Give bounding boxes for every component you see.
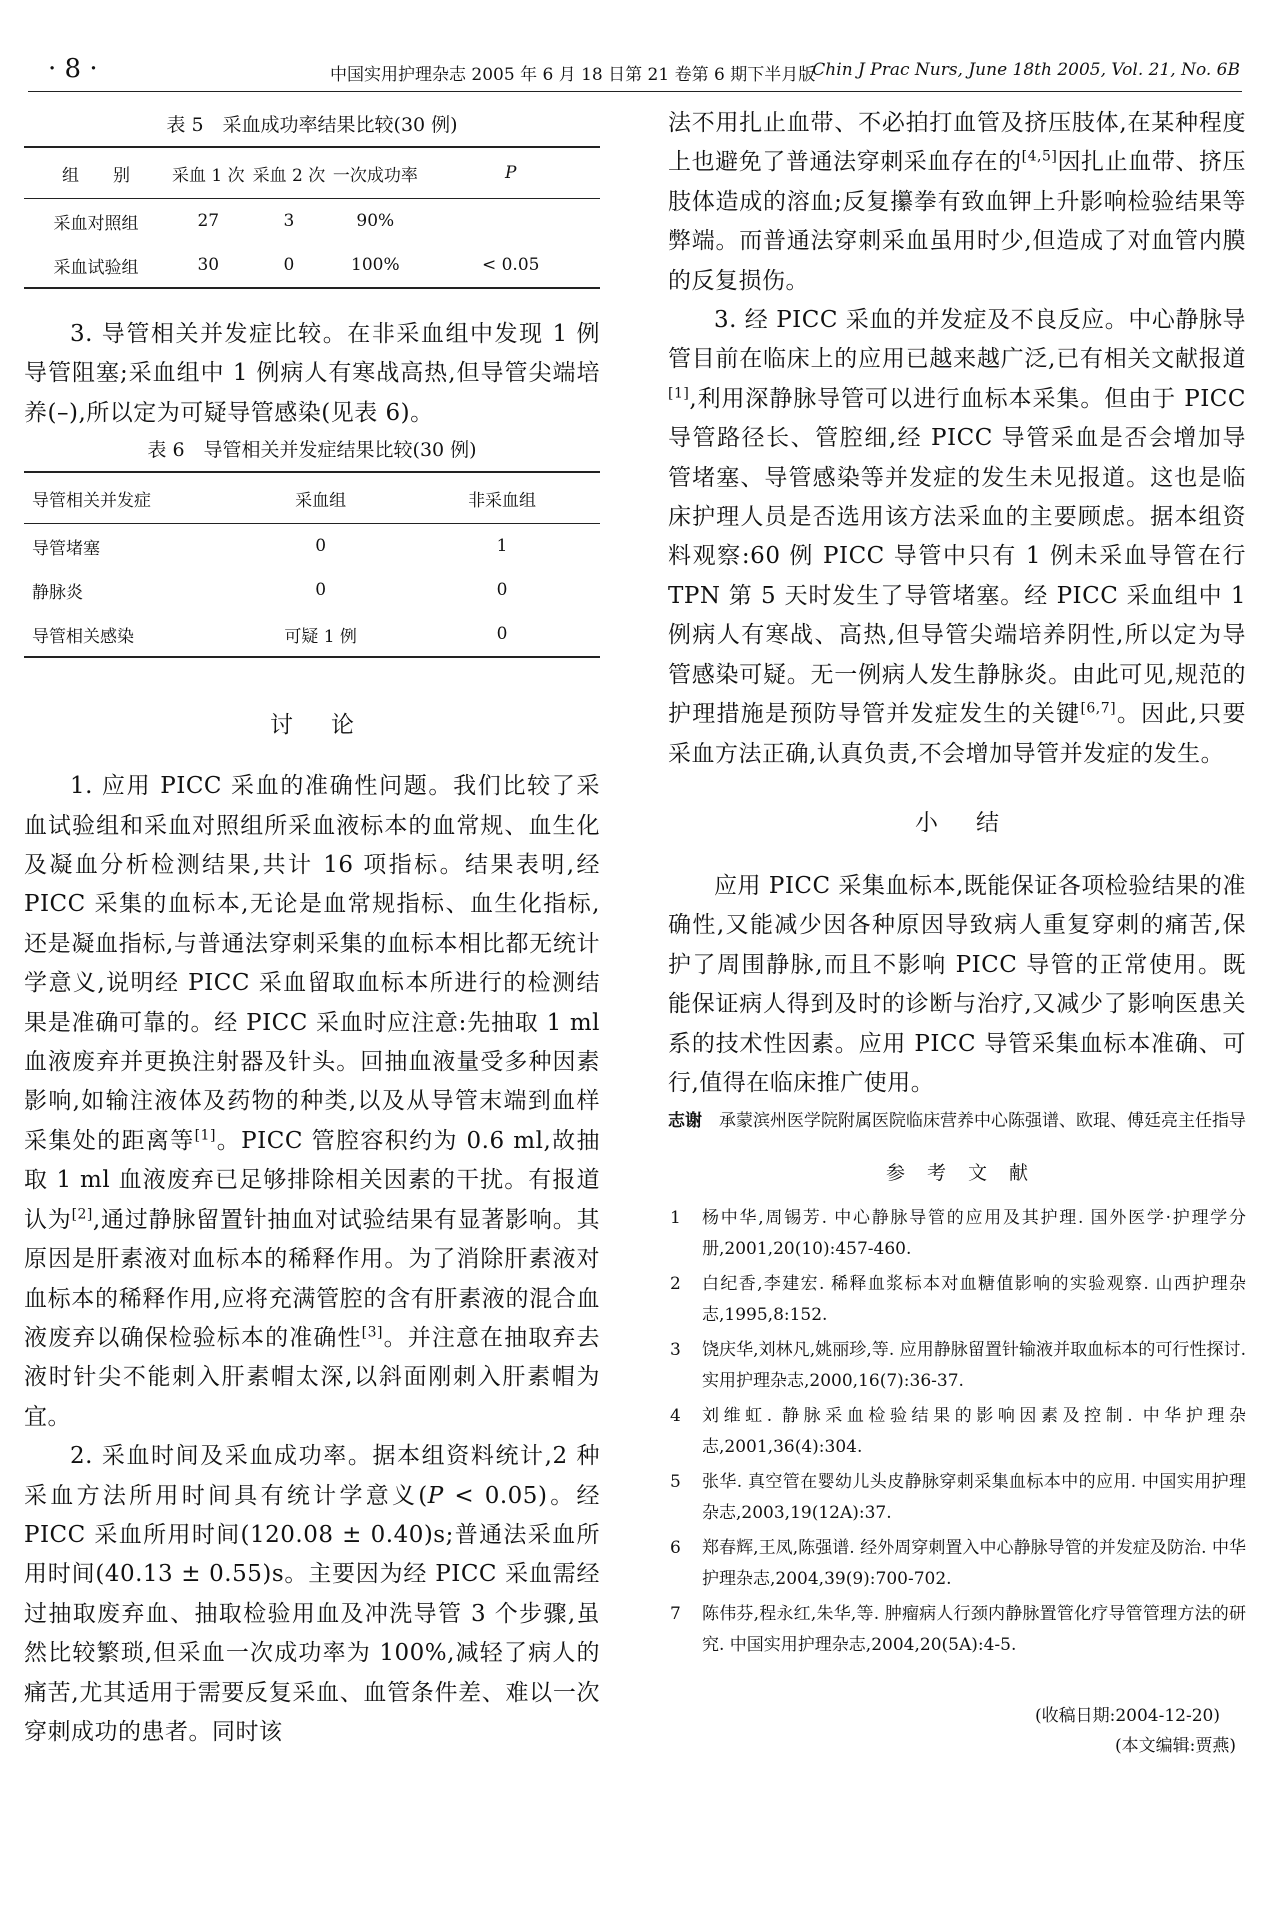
- table-cell: 采血试验组: [24, 243, 168, 288]
- table5-header-twice: 采血 2 次: [249, 147, 330, 199]
- citation: [4,5]: [1021, 148, 1058, 165]
- table-cell: 0: [315, 536, 327, 557]
- table-cell: 0: [315, 580, 327, 601]
- acknowledgement-text: 承蒙滨州医学院附属医院临床营养中心陈强谱、欧琨、傅廷亮主任指导: [702, 1111, 1246, 1132]
- table-cell: 0: [404, 612, 600, 657]
- table5-header-p: P: [421, 147, 600, 199]
- table-cell: 导管相关感染: [24, 612, 237, 657]
- table-cell: < 0.05: [421, 243, 600, 288]
- table-cell: 3: [283, 211, 295, 231]
- table-cell: 30: [168, 243, 249, 288]
- citation: [1]: [194, 1127, 216, 1144]
- reference-item: 5 张华. 真空管在婴幼儿头皮静脉穿刺采集血标本中的应用. 中国实用护理杂志,2003,19(12A):37.: [670, 1472, 1246, 1524]
- summary-heading: 小结: [915, 809, 1037, 836]
- discussion-paragraph-1: 1. 应用 PICC 采血的准确性问题。我们比较了采血试验组和采血对照组所采血液标本的血常规、血生化及凝血分析检测结果,共计 16 项指标。结果表明,经 PICC 采集的血标本,无论是血常规指标、血生化指标,还是凝血指标,与普通法穿刺采集的血标本相比都无统计学意义,说明经 PICC 采血留取血标本所进行的检测结果是准确可靠的。经 PICC 采血时应注意:先抽取 1 ml 血液废弃并更换注射器及针头。回抽血液量受多种因素影响,如输注液体及药物的种类,以及从导管末端到血样采集处的距离等[1]。PICC 管腔容积约为 0.6 ml,故抽取 1 ml 血液废弃已足够排除相关因素的干扰。有报道认为[2],通过静脉留置针抽血对试验结果有显著影响。其原因是肝素液对血标本的稀释作用。为了消除肝素液对血标本的稀释作用,应将充满管腔的含有肝素液的混合血液废弃以确保检验标本的准确性[3]。并注意在抽取弃去液时针尖不能刺入肝素帽太深,以斜面刚刺入肝素帽为宜。: [24, 773, 601, 1430]
- running-header: [30, 52, 1240, 92]
- table6-header-sampling: 采血组: [237, 472, 404, 524]
- complication-paragraph: 3. 导管相关并发症比较。在非采血组中发现 1 例导管阻塞;采血组中 1 例病人有寒战高热,但导管尖端培养(–),所以定为可疑导管感染(见表 6)。: [24, 321, 600, 426]
- page-number: · 8 ·: [48, 54, 98, 84]
- table-row: [24, 612, 600, 657]
- table5-caption: 表 5 采血成功率结果比较(30 例): [166, 114, 458, 136]
- summary-paragraph: 应用 PICC 采集血标本,既能保证各项检验结果的准确性,又能减少因各种原因导致病人重复穿刺的痛苦,保护了周围静脉,而且不影响 PICC 导管的正常使用。既能保证病人得到及时的诊断与治疗,又减少了影响医患关系的技术性因素。应用 PICC 导管采集血标本准确、可行,值得在临床推广使用。: [668, 872, 1246, 1096]
- citation: [3]: [361, 1324, 383, 1341]
- reference-item: 1 杨中华,周锡芳. 中心静脉导管的应用及其护理. 国外医学·护理学分册,2001,20(10):457-460.: [670, 1208, 1246, 1260]
- references-heading: 参考文献: [885, 1162, 1050, 1185]
- table-cell: 采血对照组: [53, 213, 139, 234]
- table-row: [24, 524, 600, 569]
- acknowledgement-label: 志谢: [668, 1111, 702, 1132]
- table5-header-once: 采血 1 次: [168, 147, 249, 199]
- discussion-paragraph-2-continued: 法不用扎止血带、不必拍打血管及挤压肢体,在某种程度上也避免了普通法穿刺采血存在的[4,5]因扎止血带、挤压肢体造成的溶血;反复攥拳有致血钾上升影响检验结果等弊端。而普通法穿刺采血虽用时少,但造成了对血管内膜的反复损伤。: [668, 110, 1246, 294]
- table6-caption: 表 6 导管相关并发症结果比较(30 例): [147, 439, 477, 462]
- acknowledgement: [668, 1107, 1246, 1136]
- discussion-paragraph-2: 2. 采血时间及采血成功率。据本组资料统计,2 种采血方法所用时间具有统计学意义(P < 0.05)。经 PICC 采血所用时间(120.08 ± 0.40)s;普通法采血所用时间(40.13 ± 0.55)s。主要因为经 PICC 采血需经过抽取废弃血、抽取检验用血及冲洗导管 3 个步骤,虽然比较繁琐,但采血一次成功率为 100%,减轻了病人的痛苦,尤其适用于需要反复采血、血管条件差、难以一次穿刺成功的患者。同时该: [24, 1443, 600, 1745]
- reference-item: 6 郑春辉,王凤,陈强谱. 经外周穿刺置入中心静脉导管的并发症及防治. 中华护理杂志,2004,39(9):700-702.: [670, 1538, 1246, 1590]
- table-row: [24, 243, 600, 288]
- table-row: [24, 199, 600, 244]
- table6: [24, 471, 600, 658]
- reference-item: 2 白纪香,李建宏. 稀释血浆标本对血糖值影响的实验观察. 山西护理杂志,1995,8:152.: [670, 1274, 1246, 1326]
- journal-title-cn: 中国实用护理杂志 2005 年 6 月 18 日第 21 卷第 6 期下半月版: [330, 65, 816, 85]
- table-cell: 1: [496, 536, 508, 557]
- table-cell: 27: [197, 211, 220, 231]
- discussion-paragraph-3: 3. 经 PICC 采血的并发症及不良反应。中心静脉导管目前在临床上的应用已越来越广泛,已有相关文献报道[1],利用深静脉导管可以进行血标本采集。但由于 PICC 导管路径长、管腔细,经 PICC 导管采血是否会增加导管堵塞、导管感染等并发症的发生未见报道。这也是临床护理人员是否选用该方法采血的主要顾虑。据本组资料观察:60 例 PICC 导管中只有 1 例未采血导管在行 TPN 第 5 天时发生了导管堵塞。经 PICC 采血组中 1 例病人有寒战、高热,但导管尖端培养阴性,所以定为导管感染可疑。无一例病人发生静脉炎。由此可见,规范的护理措施是预防导管并发症发生的关键[6,7]。因此,只要采血方法正确,认真负责,不会增加导管并发症的发生。: [668, 307, 1247, 767]
- reference-item: 7 陈伟芬,程永红,朱华,等. 肿瘤病人行颈内静脉置管化疗导管管理方法的研究. 中国实用护理杂志,2004,20(5A):4-5.: [670, 1604, 1246, 1656]
- header-rule: [28, 91, 1242, 92]
- table6-header-row: [24, 472, 600, 524]
- left-column: [24, 112, 600, 1752]
- table6-header-nonsampling: 非采血组: [404, 472, 600, 524]
- table5-header-row: [24, 147, 600, 199]
- table-cell: 0: [496, 580, 508, 601]
- citation: [6,7]: [1080, 700, 1117, 717]
- table6-header-type: 导管相关并发症: [24, 472, 237, 524]
- discussion-heading: 讨论: [270, 712, 392, 739]
- table5-header-group: 组 别: [24, 147, 168, 199]
- table5: [24, 146, 600, 289]
- reference-item: 4 刘维虹. 静脉采血检验结果的影响因素及控制. 中华护理杂志,2001,36(4):304.: [670, 1406, 1246, 1458]
- table5-header-rate: 一次成功率: [329, 147, 421, 199]
- table-cell: 0: [249, 243, 330, 288]
- table-cell: 可疑 1 例: [237, 612, 404, 657]
- citation: [2]: [71, 1206, 93, 1223]
- received-date: (收稿日期:2004-12-20): [1034, 1706, 1220, 1727]
- reference-item: 3 饶庆华,刘林凡,姚丽珍,等. 应用静脉留置针输液并取血标本的可行性探讨. 实用护理杂志,2000,16(7):36-37.: [670, 1340, 1246, 1392]
- table-cell: [421, 199, 600, 244]
- table-cell: 90%: [356, 211, 395, 231]
- table-row: [24, 568, 600, 612]
- table-cell: 导管堵塞: [32, 538, 100, 559]
- reference-list: [668, 1203, 1246, 1661]
- table-cell: 100%: [329, 243, 421, 288]
- editor-credit: (本文编辑:贾燕): [1115, 1736, 1236, 1757]
- right-column: [668, 104, 1246, 1761]
- journal-title-en: Chin J Prac Nurs, June 18th 2005, Vol. 21, No. 6B: [812, 60, 1240, 80]
- citation: [1]: [668, 385, 690, 402]
- table-cell: 静脉炎: [32, 582, 83, 603]
